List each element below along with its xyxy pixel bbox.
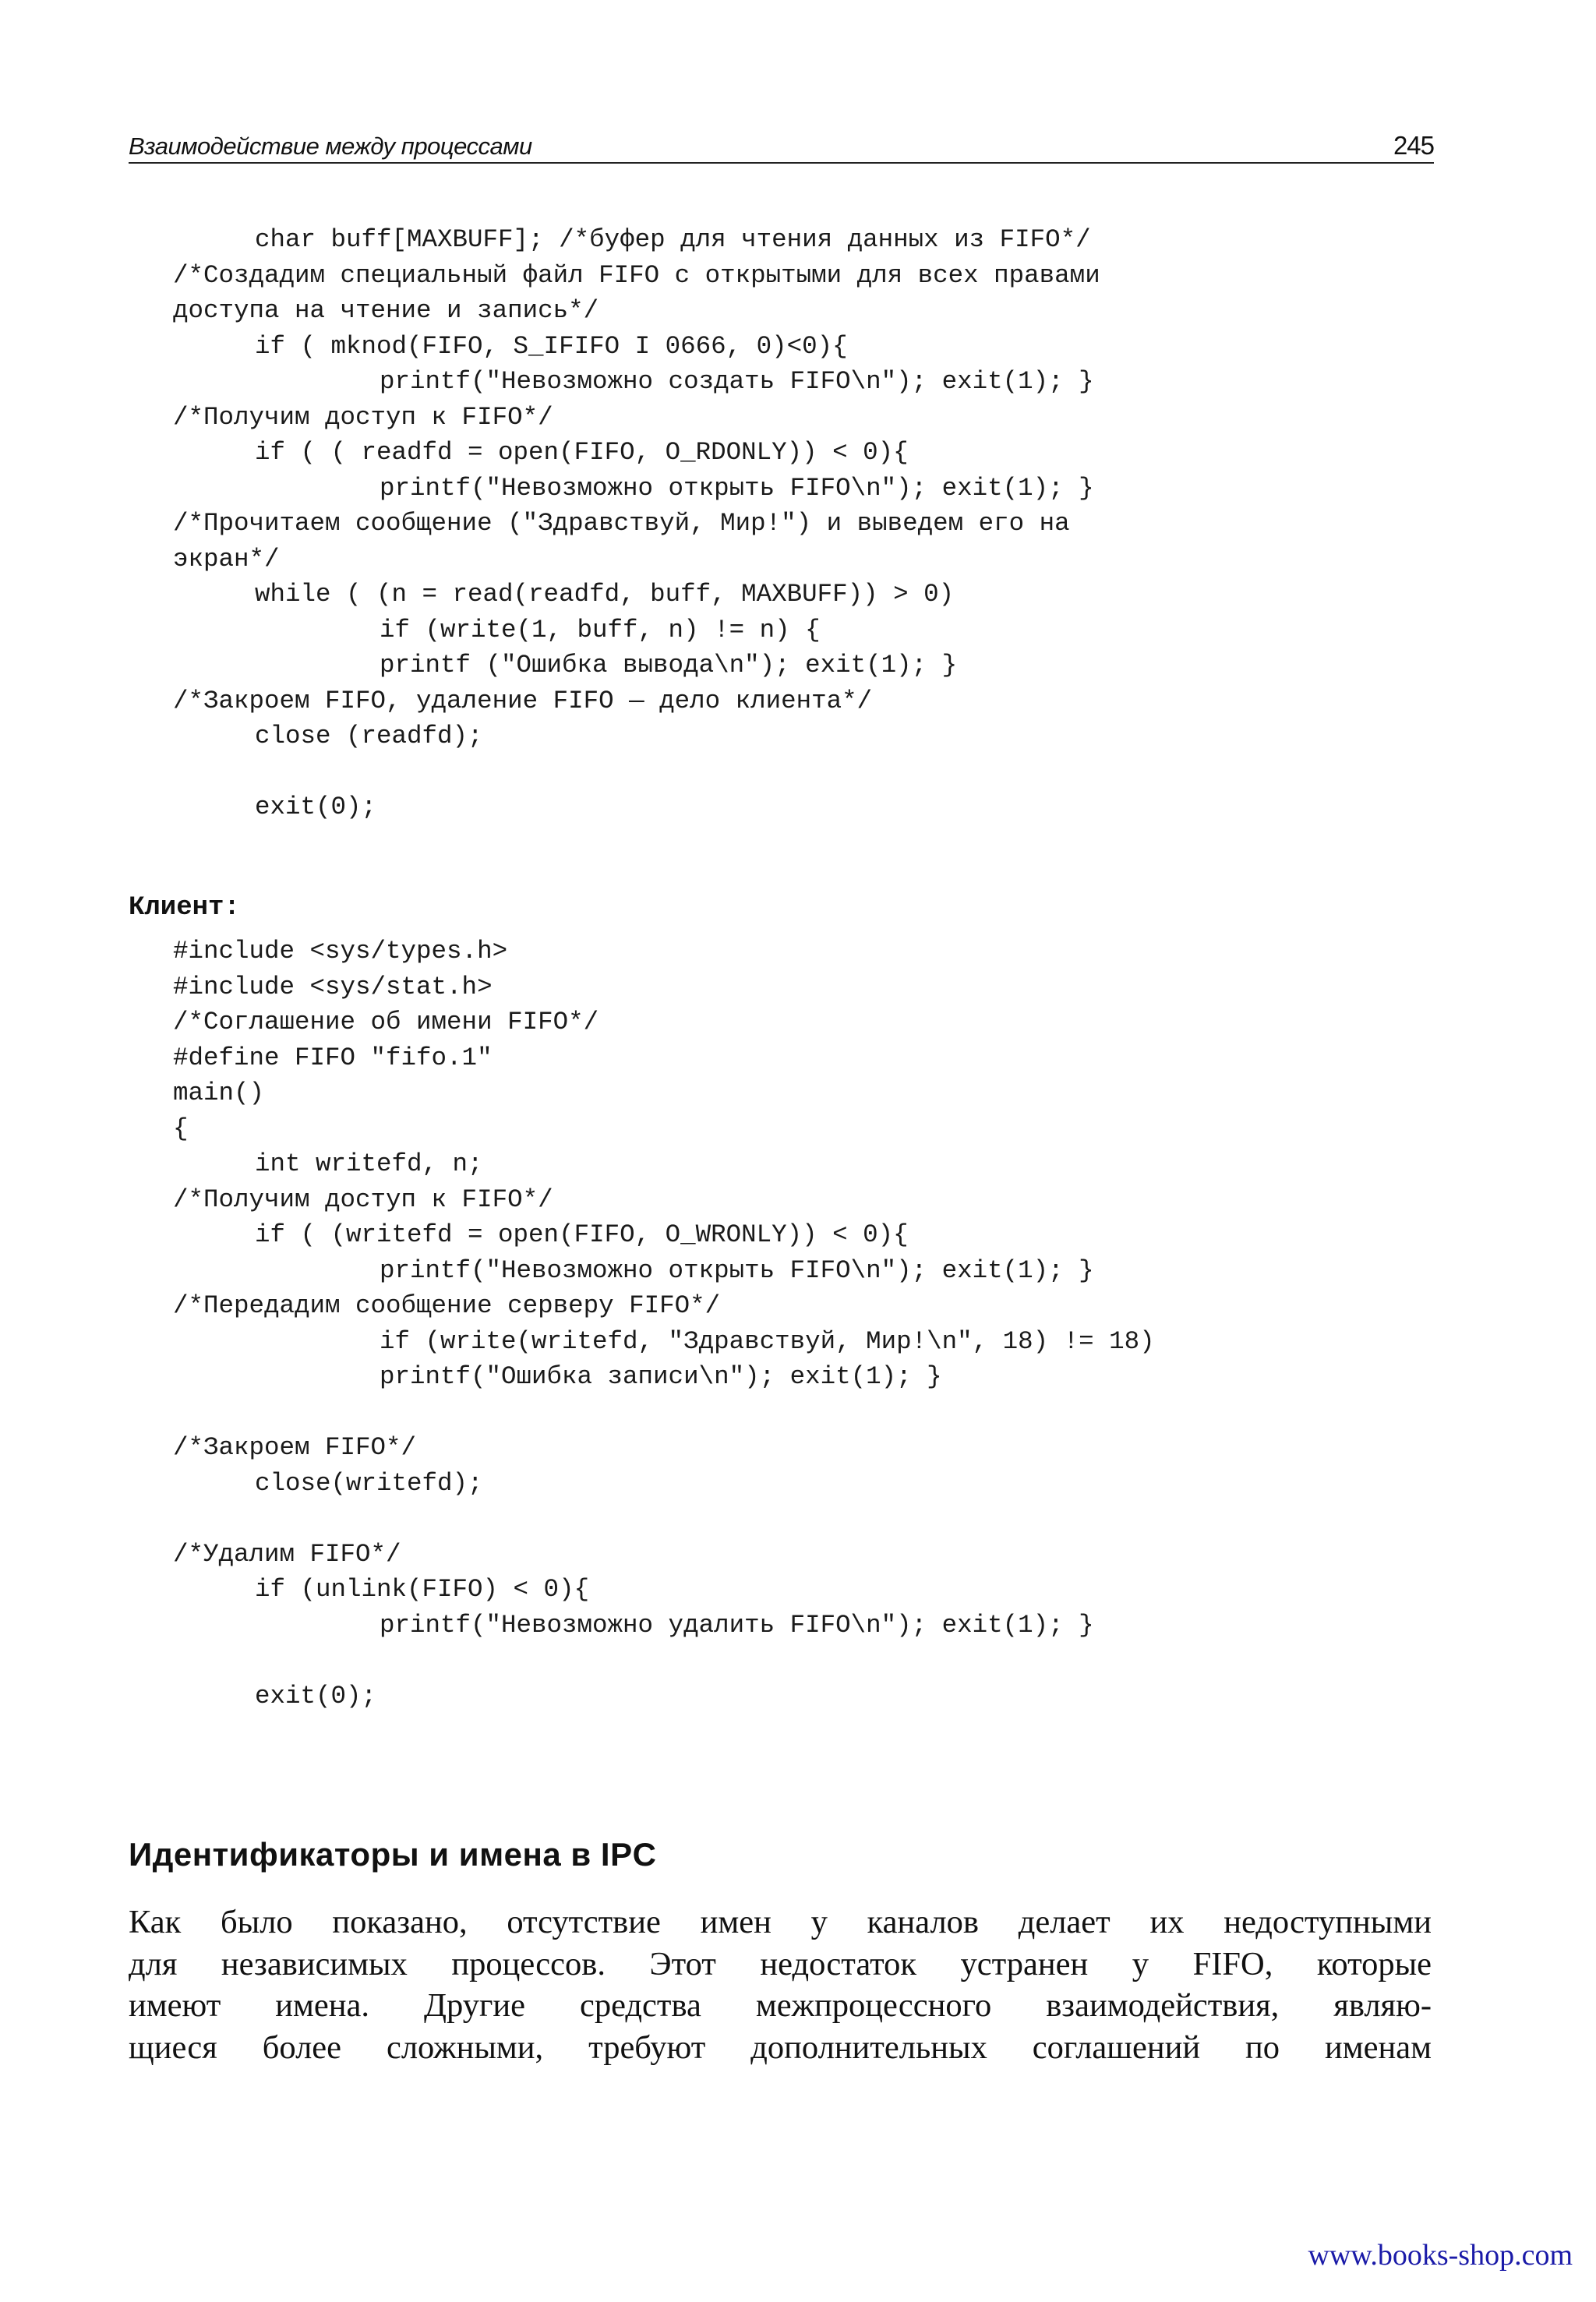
code-line: /*Получим доступ к FIFO*/: [173, 402, 553, 432]
server-code-listing: [0, 222, 1596, 825]
code-line: char buff[MAXBUFF]; /*буфер для чтения данных из FIFO*/: [255, 225, 1091, 254]
code-line: close (readfd);: [255, 722, 483, 750]
code-line: if ( mknod(FIFO, S_IFIFO I 0666, 0)<0){: [255, 331, 848, 361]
body-line: для независимых процессов. Этот недостаток устранен у FIFO, которые: [129, 1945, 1432, 1982]
code-blank-line: [0, 754, 1596, 790]
code-line: /*Закроем FIFO, удаление FIFO — дело клиента*/: [173, 686, 873, 715]
code-line: {: [173, 1114, 189, 1143]
running-title: Взаимодействие между процессами: [129, 132, 532, 160]
code-line: close(writefd);: [255, 1468, 483, 1498]
section-heading: Идентификаторы и имена в IPC: [129, 1836, 657, 1873]
body-line: Как было показано, отсутствие имен у каналов делает их недоступными: [129, 1904, 1432, 1940]
code-line: while ( (n = read(readfd, buff, MAXBUFF)) > 0): [255, 580, 955, 609]
code-blank-line: [0, 1395, 1596, 1431]
code-line: /*Соглашение об имени FIFO*/: [173, 1008, 599, 1036]
code-line: if (write(1, buff, n) != n) {: [380, 615, 821, 644]
code-line: printf ("Ошибка вывода\n"); exit(1); }: [380, 651, 958, 680]
code-line: printf("Невозможно создать FIFO\n"); exit(1); }: [380, 367, 1094, 396]
code-line: #include <sys/stat.h>: [173, 972, 493, 1001]
code-line: /*Получим доступ к FIFO*/: [173, 1185, 553, 1214]
code-line: int writefd, n;: [255, 1149, 483, 1178]
code-line: printf("Невозможно удалить FIFO\n"); exit(1); }: [380, 1610, 1094, 1640]
code-line: /*Закроем FIFO*/: [173, 1433, 417, 1462]
code-line: printf("Невозможно открыть FIFO\n"); exit(1); }: [380, 473, 1094, 503]
body-line: имеют имена. Другие средства межпроцессного взаимодействия, являю-: [129, 1987, 1432, 2024]
footer-website-link[interactable]: www.books-shop.com: [1308, 2239, 1573, 2272]
code-line: printf("Невозможно открыть FIFO\n"); exit(1); }: [380, 1255, 1094, 1285]
code-line: #define FIFO "fifo.1": [173, 1043, 493, 1072]
code-line: экран*/: [173, 544, 280, 574]
code-line: if ( (writefd = open(FIFO, O_WRONLY)) < 0){: [255, 1220, 909, 1249]
code-line: if (unlink(FIFO) < 0){: [255, 1575, 590, 1604]
code-line: if ( ( readfd = open(FIFO, O_RDONLY)) < 0){: [255, 438, 909, 467]
code-line: printf("Ошибка записи\n"); exit(1); }: [380, 1362, 942, 1391]
body-line: щиеся более сложными, требуют дополнительных соглашений по именам: [129, 2028, 1432, 2066]
code-line: /*Создадим специальный файл FIFO с открытыми для всех правами: [173, 260, 1100, 290]
code-line: exit(0);: [255, 1681, 377, 1711]
code-line: /*Прочитаем сообщение ("Здравствуй, Мир!") и выведем его на: [173, 509, 1070, 538]
code-line: exit(0);: [255, 793, 377, 821]
code-line: main(): [173, 1079, 265, 1107]
body-paragraph: [129, 1901, 1432, 2068]
page-number: 245: [1393, 131, 1434, 160]
page-header: [129, 125, 1434, 164]
code-blank-line: [0, 1643, 1596, 1679]
code-line: /*Передадим сообщение серверу FIFO*/: [173, 1291, 721, 1320]
client-code-listing: [0, 934, 1596, 1714]
code-line: if (write(writefd, "Здравствуй, Мир!\n", 18) != 18): [380, 1326, 1155, 1356]
code-line: доступа на чтение и запись*/: [173, 296, 599, 325]
code-line: /*Удалим FIFO*/: [173, 1539, 401, 1569]
code-line: #include <sys/types.h>: [173, 937, 508, 966]
client-label: Клиент:: [129, 893, 240, 923]
code-blank-line: [0, 1501, 1596, 1537]
